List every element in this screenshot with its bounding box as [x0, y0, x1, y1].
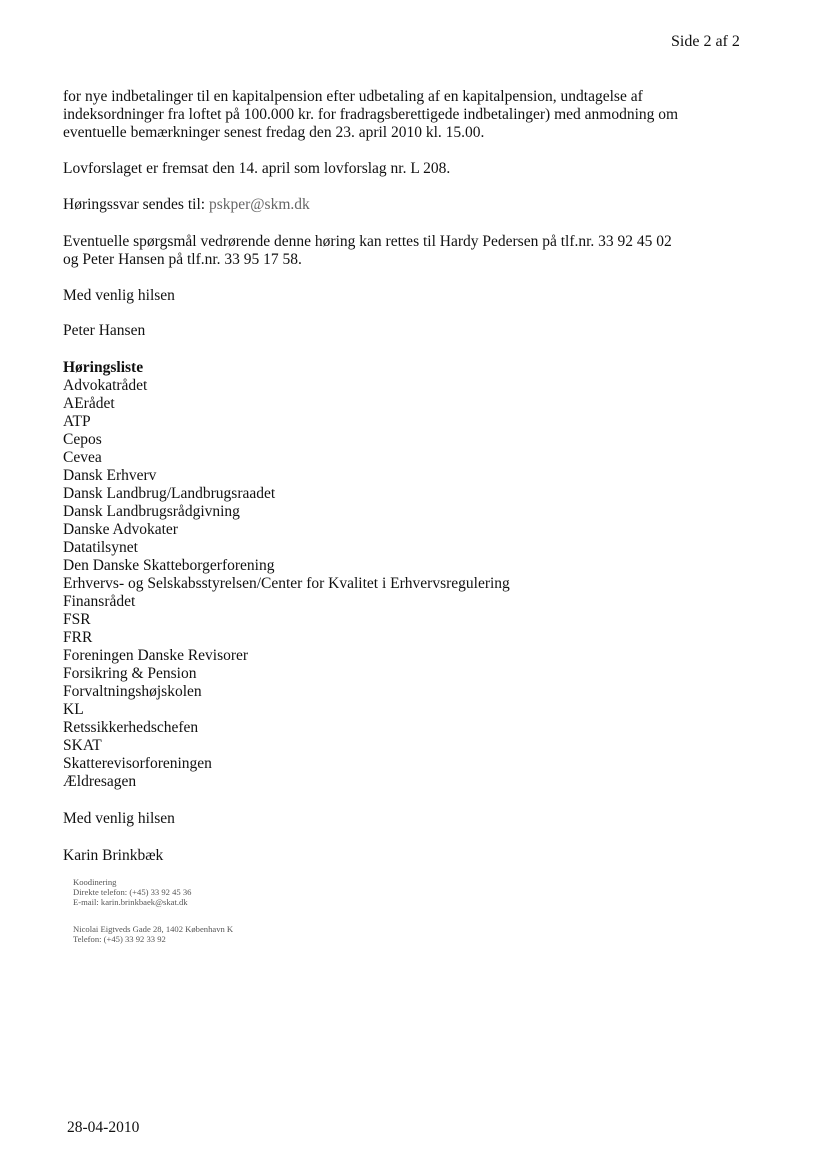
list-item: Advokatrådet [63, 377, 148, 394]
list-item: Ældresagen [63, 773, 137, 790]
list-item: Cepos [63, 431, 102, 448]
list-item: AErådet [63, 395, 115, 412]
list-item: ATP [63, 413, 91, 430]
intro-paragraph [63, 88, 678, 142]
questions-line: og Peter Hansen på tlf.nr. 33 95 17 58. [63, 251, 302, 268]
list-item: FSR [63, 611, 91, 628]
signature-contact-line: Direkte telefon: (+45) 33 92 45 36 [73, 887, 192, 897]
intro-line: for nye indbetalinger til en kapitalpension efter udbetaling af en kapitalpension, undtagelse af [63, 88, 643, 105]
signature-contact-line: Koodinering [73, 877, 117, 887]
signature-address-line: Telefon: (+45) 33 92 33 92 [73, 934, 166, 944]
list-item: Cevea [63, 449, 102, 466]
list-item: Dansk Landbrugsrådgivning [63, 503, 240, 520]
list-item: Den Danske Skatteborgerforening [63, 557, 275, 574]
list-item: FRR [63, 629, 93, 646]
list-item: Dansk Erhverv [63, 467, 157, 484]
hoeringsliste [63, 359, 510, 791]
intro-line: eventuelle bemærkninger senest fredag den 23. april 2010 kl. 15.00. [63, 124, 485, 141]
list-item: Foreningen Danske Revisorer [63, 647, 249, 664]
questions-line: Eventuelle spørgsmål vedrørende denne høring kan rettes til Hardy Pedersen på tlf.nr. 33 92 45 02 [63, 233, 672, 250]
list-item: KL [63, 701, 84, 718]
list-item: Forvaltningshøjskolen [63, 683, 202, 700]
list-item: Finansrådet [63, 593, 136, 610]
page-number: Side 2 af 2 [671, 33, 740, 50]
list-item: Danske Advokater [63, 521, 178, 538]
list-item: Erhvervs- og Selskabsstyrelsen/Center for Kvalitet i Erhvervsregulering [63, 575, 510, 592]
hoeringssvar-paragraph [63, 196, 310, 214]
list-item: Dansk Landbrug/Landbrugsraadet [63, 485, 276, 502]
list-item: SKAT [63, 737, 102, 754]
greeting-1: Med venlig hilsen [63, 287, 175, 304]
hoeringssvar-label: Høringssvar sendes til: [63, 196, 209, 213]
list-item: Forsikring & Pension [63, 665, 197, 682]
signer-2: Karin Brinkbæk [63, 847, 164, 864]
signature-contact-block [73, 877, 191, 907]
signature-address-block [73, 924, 233, 944]
signer-1: Peter Hansen [63, 322, 146, 339]
hoeringssvar-email-link[interactable]: pskper@skm.dk [208, 196, 310, 213]
greeting-2: Med venlig hilsen [63, 810, 175, 827]
lovforslag-paragraph: Lovforslaget er fremsat den 14. april som lovforslag nr. L 208. [63, 160, 451, 177]
hoeringsliste-heading: Høringsliste [63, 359, 144, 376]
footer-date: 28-04-2010 [67, 1119, 140, 1136]
list-item: Datatilsynet [63, 539, 138, 556]
intro-line: indeksordninger fra loftet på 100.000 kr. for fradragsberettigede indbetalinger) med anmodning om [63, 106, 679, 123]
signature-address-line: Nicolai Eigtveds Gade 28, 1402 København K [73, 924, 234, 934]
signature-contact-line: E-mail: karin.brinkbaek@skat.dk [73, 897, 188, 907]
questions-paragraph [63, 233, 672, 269]
list-item: Skatterevisorforeningen [63, 755, 212, 772]
list-item: Retssikkerhedschefen [63, 719, 199, 736]
